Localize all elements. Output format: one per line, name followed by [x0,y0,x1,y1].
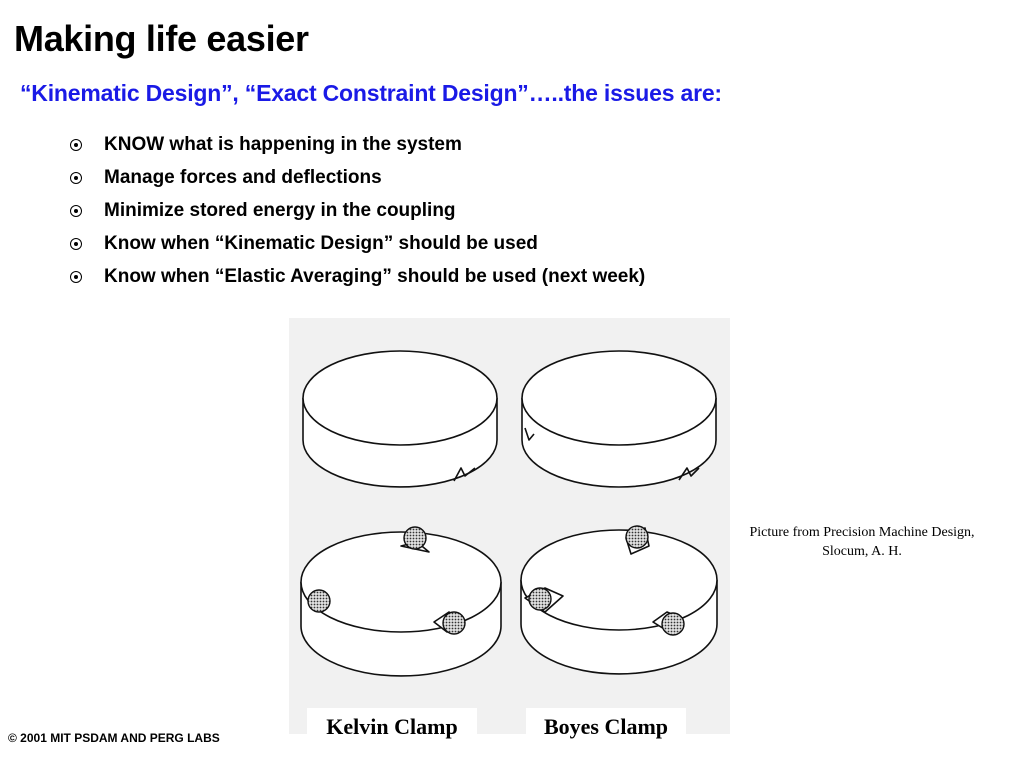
boyes-clamp-label: Boyes Clamp [526,708,686,746]
bullet-item [66,128,645,161]
boyes-ball [662,613,684,635]
copyright-footer: © 2001 MIT PSDAM AND PERG LABS [8,731,220,745]
slide-title: Making life easier [14,18,309,59]
circle-bullet-icon [70,238,82,250]
bullet-list [66,128,645,293]
bullet-text: Know when “Kinematic Design” should be used [104,232,538,254]
bullet-item [66,260,645,293]
boyes-top-disc [522,351,716,487]
boyes-ball [529,588,551,610]
bullet-text: Minimize stored energy in the coupling [104,199,456,221]
kelvin-clamp-label: Kelvin Clamp [307,708,477,746]
circle-bullet-icon [70,271,82,283]
bullet-text: Manage forces and deflections [104,166,382,188]
clamp-illustration [289,318,730,734]
kelvin-ball [404,527,426,549]
bullet-item [66,227,645,260]
circle-bullet-icon [70,172,82,184]
bullet-text: KNOW what is happening in the system [104,133,462,155]
kelvin-ball [443,612,465,634]
figure-caption: Picture from Precision Machine Design, Slocum, A. H. [749,525,975,559]
kelvin-bottom-disc [301,532,501,676]
boyes-ball [626,526,648,548]
kelvin-top-disc [303,351,497,487]
bullet-item [66,161,645,194]
bullet-text: Know when “Elastic Averaging” should be used (next week) [104,265,646,287]
slide-subtitle: “Kinematic Design”, “Exact Constraint Design”…..the issues are: [20,80,722,106]
clamp-figure [289,318,730,734]
bullet-item [66,194,645,227]
circle-bullet-icon [70,139,82,151]
circle-bullet-icon [70,205,82,217]
kelvin-ball [308,590,330,612]
